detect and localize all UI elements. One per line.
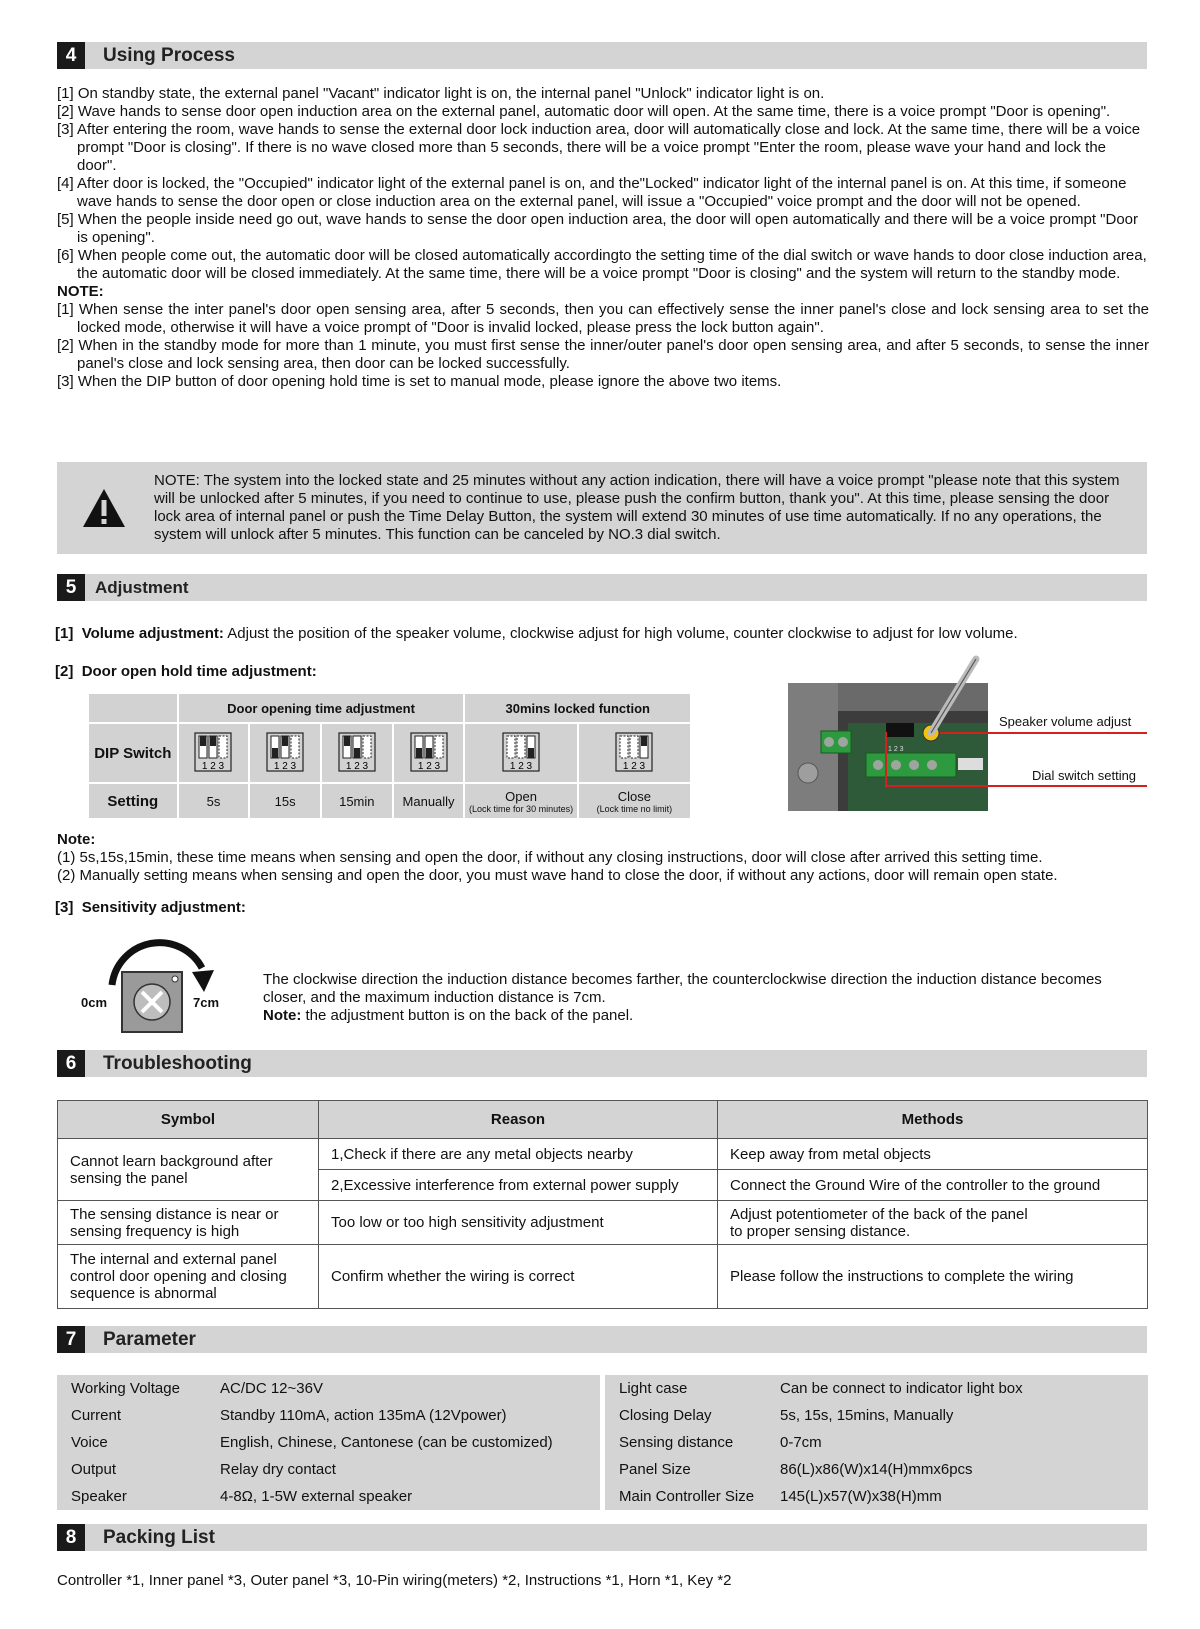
param-value: Standby 110mA, action 135mA (12Vpower) xyxy=(206,1402,600,1429)
table-row xyxy=(605,1402,1148,1429)
knob-max-label: 7cm xyxy=(193,995,220,1010)
list-item: [3] After entering the room, wave hands to sense the external door lock induction area, door will automatically close and lock. At the same time, there will be a voice prompt "Door is closing". If there is no wave closed more than 5 seconds, there will be a voice prompt "Enter the room, please wave your hand and lock the door". xyxy=(57,121,1141,174)
dip-group-header: Door opening time adjustment xyxy=(178,693,465,723)
method-cell: Please follow the instructions to complete the wiring xyxy=(718,1245,1148,1309)
table-row xyxy=(58,1245,1148,1309)
table-row xyxy=(57,1429,600,1456)
section-5-header xyxy=(57,574,1147,601)
section-title: Packing List xyxy=(103,1527,215,1548)
sensitivity-note-label: Note: xyxy=(263,1007,302,1024)
list-item: [5] When the people inside need go out, wave hands to sense the door open induction area, the door will open automatically and there will be a voice prompt "Door is opening". xyxy=(57,211,1139,246)
section-number: 7 xyxy=(57,1326,85,1353)
dip-switch-icon xyxy=(410,732,448,772)
section-number: 4 xyxy=(57,42,85,69)
sensitivity-note-text: the adjustment button is on the back of the panel. xyxy=(301,1007,634,1024)
method-line: Adjust potentiometer of the back of the panel xyxy=(730,1205,1028,1223)
reason-cell: Too low or too high sensitivity adjustment xyxy=(319,1201,718,1245)
volume-text: Adjust the position of the speaker volume, clockwise adjust for high volume, counter clockwise to adjust for low volume. xyxy=(223,625,1018,642)
method-cell: Keep away from metal objects xyxy=(718,1139,1148,1170)
dip-switch-manually xyxy=(393,723,465,783)
section-4-header xyxy=(57,42,1147,69)
dip-switch-open xyxy=(464,723,577,783)
note-item: (1) 5s,15s,15min, these time means when sensing and open the door, if without any closing instructions, door will close after arrived this setting time. xyxy=(57,849,1043,866)
param-value: AC/DC 12~36V xyxy=(206,1375,600,1402)
callout-line xyxy=(885,732,887,786)
param-value: 86(L)x86(W)x14(H)mmx6pcs xyxy=(766,1456,1148,1483)
section-number: 8 xyxy=(57,1524,85,1551)
warning-text: NOTE: The system into the locked state and 25 minutes without any action indication, there will have a voice prompt "please note that this system will be unlocked after 5 minutes, if you need to continue to use, please push the confirm button, thank you". At this time, please sensing the door lock area of internal panel or push the Time Delay Button, the system will extend 30 minutes of use time automatically. If no any operations, the system will unlock after 5 minutes. This function can be canceled by NO.3 dial switch. xyxy=(154,472,1120,543)
param-label: Output xyxy=(57,1456,206,1483)
svg-text:1 2 3: 1 2 3 xyxy=(274,760,297,772)
setting-value: 15s xyxy=(249,783,321,819)
note-item: [1] When sense the inter panel's door open sensing area, after 5 seconds, then you can effectively sense the inner panel's close and lock sensing area to set the locked mode, otherwise it will have a voice prompt of "Door is invalid locked, please press the lock button again". xyxy=(57,301,1149,336)
list-item: [4] After door is locked, the "Occupied" indicator light of the external panel is on, and the"Locked" indicator light of the internal panel is on. At this time, if someone wave hands to sense the door open or close induction area on the external panel, will issue a "Occupied" voice prompt and the door will not be opened. xyxy=(57,175,1127,210)
callout-line xyxy=(885,785,1147,787)
dip-switch-close xyxy=(578,723,691,783)
section-7-header xyxy=(57,1326,1147,1353)
dip-switch-icon xyxy=(502,732,540,772)
section-number: 5 xyxy=(57,574,85,601)
setting-value: 5s xyxy=(178,783,250,819)
reason-cell: 1,Check if there are any metal objects nearby xyxy=(319,1139,718,1170)
dip-group-header: 30mins locked function xyxy=(464,693,691,723)
param-value: 4-8Ω, 1-5W external speaker xyxy=(206,1483,600,1510)
note-item: [2] When in the standby mode for more than 1 minute, you must first sense the inner/outer panel's door open sensing area, and after 5 seconds, to sense the inner panel's close and lock sensing area, then door can be locked successfully. xyxy=(57,337,1149,372)
section-title: Troubleshooting xyxy=(103,1053,252,1074)
section-title: Parameter xyxy=(103,1329,196,1350)
section-6-header xyxy=(57,1050,1147,1077)
volume-label: Volume adjustment: xyxy=(81,625,224,642)
setting-open xyxy=(464,783,577,819)
list-item: [6] When people come out, the automatic door will be closed automatically accordingto the setting time of the dial switch or wave hands to door close induction area, the automatic door will be closed immediately. At the same time, there will be a voice prompt "Door is closing" and the system will return to the standby mode. xyxy=(57,247,1147,282)
table-row xyxy=(58,1201,1148,1245)
method-cell xyxy=(718,1201,1148,1245)
table-row xyxy=(57,1402,600,1429)
table-row xyxy=(57,1375,600,1402)
symbol-cell: The sensing distance is near or sensing frequency is high xyxy=(58,1201,319,1245)
using-process-list xyxy=(57,85,1149,391)
symbol-cell: The internal and external panel control door opening and closing sequence is abnormal xyxy=(58,1245,319,1309)
svg-text:1 2 3: 1 2 3 xyxy=(345,760,368,772)
param-label: Panel Size xyxy=(605,1456,766,1483)
param-label: Speaker xyxy=(57,1483,206,1510)
table-row xyxy=(57,1483,600,1510)
list-item: [1] On standby state, the external panel "Vacant" indicator light is on, the internal panel "Unlock" indicator light is on. xyxy=(57,85,825,102)
item-number: [3] xyxy=(55,899,74,916)
table-row xyxy=(58,1139,1148,1170)
table-row xyxy=(605,1429,1148,1456)
svg-text:1 2 3: 1 2 3 xyxy=(417,760,440,772)
param-label: Light case xyxy=(605,1375,766,1402)
hold-time-label: Door open hold time adjustment: xyxy=(81,663,317,680)
section-number: 6 xyxy=(57,1050,85,1077)
knob-min-label: 0cm xyxy=(81,995,108,1010)
section-title: Using Process xyxy=(103,45,235,66)
warning-box xyxy=(57,462,1147,554)
sensitivity-label: Sensitivity adjustment: xyxy=(81,899,246,916)
reason-cell: 2,Excessive interference from external power supply xyxy=(319,1170,718,1201)
sensitivity-knob-icon xyxy=(100,930,220,1040)
svg-text:1 2 3: 1 2 3 xyxy=(888,746,904,753)
sensitivity-text: The clockwise direction the induction distance becomes farther, the counterclockwise direction the induction distance becomes closer, and the maximum induction distance is 7cm. xyxy=(263,971,1102,1006)
setting-value: Manually xyxy=(393,783,465,819)
reason-cell: Confirm whether the wiring is correct xyxy=(319,1245,718,1309)
symbol-cell: Cannot learn background after sensing the panel xyxy=(58,1139,319,1201)
svg-text:1 2 3: 1 2 3 xyxy=(202,760,225,772)
dip-switch-table xyxy=(87,692,692,820)
dip-switch-5s xyxy=(178,723,250,783)
method-line: to proper sensing distance. xyxy=(730,1222,911,1240)
item-number: [1] xyxy=(55,625,74,642)
sensitivity-heading xyxy=(55,899,246,916)
dip-switch-icon xyxy=(615,732,653,772)
dip-switch-15s xyxy=(249,723,321,783)
param-label: Current xyxy=(57,1402,206,1429)
column-header: Symbol xyxy=(58,1101,319,1139)
list-item: [2] Wave hands to sense door open induction area on the external panel, automatic door will open. At the same time, there is a voice prompt "Door is opening". xyxy=(57,103,1111,120)
table-row xyxy=(605,1483,1148,1510)
param-label: Closing Delay xyxy=(605,1402,766,1429)
dip-switch-icon xyxy=(194,732,232,772)
svg-text:1 2 3: 1 2 3 xyxy=(623,760,646,772)
setting-value: 15min xyxy=(321,783,393,819)
warning-icon xyxy=(81,487,127,529)
note-heading: Note: xyxy=(57,831,96,848)
hold-time-heading xyxy=(55,663,317,680)
adjustment-notes xyxy=(57,831,1149,885)
table-row xyxy=(57,1456,600,1483)
param-value: English, Chinese, Cantonese (can be customized) xyxy=(206,1429,600,1456)
param-label: Sensing distance xyxy=(605,1429,766,1456)
param-label: Main Controller Size xyxy=(605,1483,766,1510)
item-number: [2] xyxy=(55,663,74,680)
param-value: 0-7cm xyxy=(766,1429,1148,1456)
param-value: 5s, 15s, 15mins, Manually xyxy=(766,1402,1148,1429)
column-header: Methods xyxy=(718,1101,1148,1139)
table-row xyxy=(605,1456,1148,1483)
setting-value: Open xyxy=(505,788,537,804)
column-header: Reason xyxy=(319,1101,718,1139)
section-8-header xyxy=(57,1524,1147,1551)
method-cell: Connect the Ground Wire of the controller to the ground xyxy=(718,1170,1148,1201)
note-item: (2) Manually setting means when sensing and open the door, you must wave hand to close the door, if without any actions, door will remain open state. xyxy=(57,867,1058,884)
dip-switch-icon xyxy=(266,732,304,772)
svg-text:1 2 3: 1 2 3 xyxy=(509,760,533,772)
note-item: [3] When the DIP button of door opening hold time is set to manual mode, please ignore the above two items. xyxy=(57,373,782,390)
param-value: 145(L)x57(W)x38(H)mm xyxy=(766,1483,1148,1510)
sensitivity-description xyxy=(263,971,1113,1025)
packing-list-text: Controller *1, Inner panel *3, Outer panel *3, 10-Pin wiring(meters) *2, Instructions *1, Horn *1, Key *2 xyxy=(57,1572,732,1589)
dip-row-label: Setting xyxy=(88,783,178,819)
note-heading: NOTE: xyxy=(57,283,104,300)
parameter-table-right xyxy=(605,1375,1148,1510)
setting-value: Close xyxy=(617,788,651,804)
parameter-table-left xyxy=(57,1375,600,1510)
section-title: Adjustment xyxy=(95,578,189,597)
param-label: Voice xyxy=(57,1429,206,1456)
volume-adjustment xyxy=(55,625,1155,642)
setting-subtext: (Lock time for 30 minutes) xyxy=(469,803,574,814)
speaker-volume-label: Speaker volume adjust xyxy=(999,714,1132,729)
troubleshooting-table xyxy=(57,1100,1148,1309)
callout-line xyxy=(940,732,1147,734)
table-row xyxy=(605,1375,1148,1402)
param-label: Working Voltage xyxy=(57,1375,206,1402)
dip-switch-15min xyxy=(321,723,393,783)
param-value: Relay dry contact xyxy=(206,1456,600,1483)
setting-close xyxy=(578,783,691,819)
dip-row-label: DIP Switch xyxy=(88,723,178,783)
setting-subtext: (Lock time no limit) xyxy=(596,803,673,814)
dip-switch-icon xyxy=(338,732,376,772)
dial-switch-label: Dial switch setting xyxy=(1032,768,1137,783)
param-value: Can be connect to indicator light box xyxy=(766,1375,1148,1402)
